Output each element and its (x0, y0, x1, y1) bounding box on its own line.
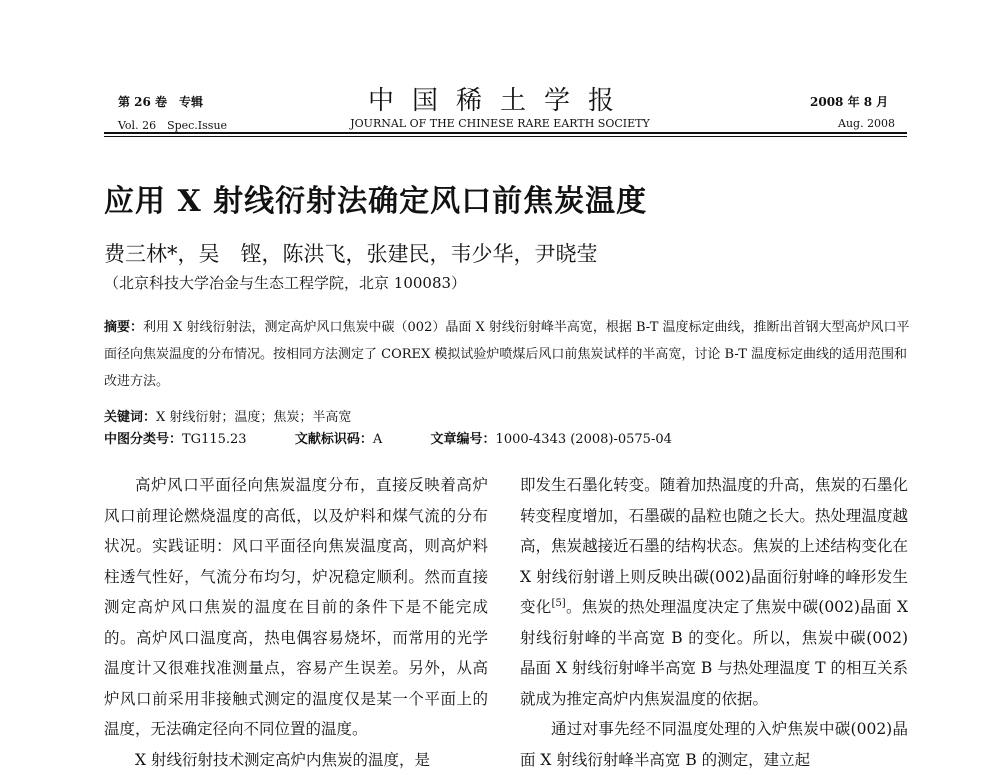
clc-value: TG115.23 (182, 432, 247, 447)
volume-cn: 第 26 卷 专辑 (118, 93, 203, 110)
body-column-right (520, 470, 908, 775)
issue-date-cn: 2008 年 8 月 (810, 93, 888, 110)
body-paragraph: 通过对事先经不同温度处理的入炉焦炭中碳(002)晶面 X 射线衍射峰半高宽 B 的测定，建立起 (520, 714, 908, 775)
affiliation: （北京科技大学冶金与生态工程学院，北京 100083） (104, 272, 466, 293)
keywords-line (104, 406, 351, 425)
author-list: 费三林*，吴 铿，陈洪飞，张建民，韦少华，尹晓莹 (104, 238, 598, 268)
body-paragraph (520, 470, 908, 714)
classification-line (104, 428, 672, 447)
abstract-label: 摘要： (104, 320, 143, 335)
body-paragraph: 高炉风口平面径向焦炭温度分布，直接反映着高炉风口前理论燃烧温度的高低，以及炉料和煤气流的分布状况。实践证明：风口平面径向焦炭温度高，则高炉料柱透气性好，气流分布均匀，炉况稳定顺利。然而直接测定高炉风口焦炭的温度在目前的条件下是不能完成的。高炉风口温度高，热电偶容易烧坏，而常用的光学温度计又很难找准测量点，容易产生误差。另外，从高炉风口前采用非接触式测定的温度仅是某一个平面上的温度，无法确定径向不同位置的温度。 (104, 470, 488, 745)
abstract-text: 利用 X 射线衍射法，测定高炉风口焦炭中碳（002）晶面 X 射线衍射峰半高宽，根据 B-T 温度标定曲线，推断出首钢大型高炉风口平面径向焦炭温度的分布情况。按相同方法测定了 COREX 模拟试验炉喷煤后风口前焦炭试样的半高宽，讨论 B-T 温度标定曲线的适用范围和改进方法。 (104, 320, 910, 389)
body-text: 。焦炭的热处理温度决定了焦炭中碳(002)晶面 X 射线衍射峰的半高宽 B 的变化。所以，焦炭中碳(002)晶面 X 射线衍射峰半高宽 B 与热处理温度 T 的相互关系就成为推定高炉内焦炭温度的依据。 (520, 598, 908, 708)
doc-code-label: 文献标识码： (295, 432, 373, 447)
journal-title-cn: 中国稀土学报 (300, 80, 700, 117)
abstract (104, 314, 910, 395)
article-no-label: 文章编号： (431, 432, 496, 447)
article-no-value: 1000-4343 (2008)-0575-04 (496, 432, 672, 447)
journal-title-en: JOURNAL OF THE CHINESE RARE EARTH SOCIETY (300, 117, 700, 130)
clc-label: 中图分类号： (104, 432, 182, 447)
article-title: 应用 X 射线衍射法确定风口前焦炭温度 (104, 176, 647, 220)
citation-ref: [5] (552, 598, 566, 609)
keywords-text: X 射线衍射；温度；焦炭；半高宽 (156, 410, 351, 425)
body-column-left (104, 470, 488, 775)
body-paragraph: X 射线衍射技术测定高炉内焦炭的温度，是 (104, 745, 488, 775)
volume-en: Vol. 26 Spec.Issue (118, 117, 227, 133)
header-rule-bottom (104, 136, 907, 137)
issue-date-en: Aug. 2008 (838, 117, 895, 130)
header-rule-top (104, 132, 907, 134)
doc-code-value: A (373, 432, 382, 447)
body-text: 即发生石墨化转变。随着加热温度的升高，焦炭的石墨化转变程度增加，石墨碳的晶粒也随之长大。热处理温度越高，焦炭越接近石墨的结构状态。焦炭的上述结构变化在 X 射线衍射谱上则反映出碳(002)晶面衍射峰的峰形发生变化 (520, 476, 908, 616)
keywords-label: 关键词： (104, 410, 156, 425)
